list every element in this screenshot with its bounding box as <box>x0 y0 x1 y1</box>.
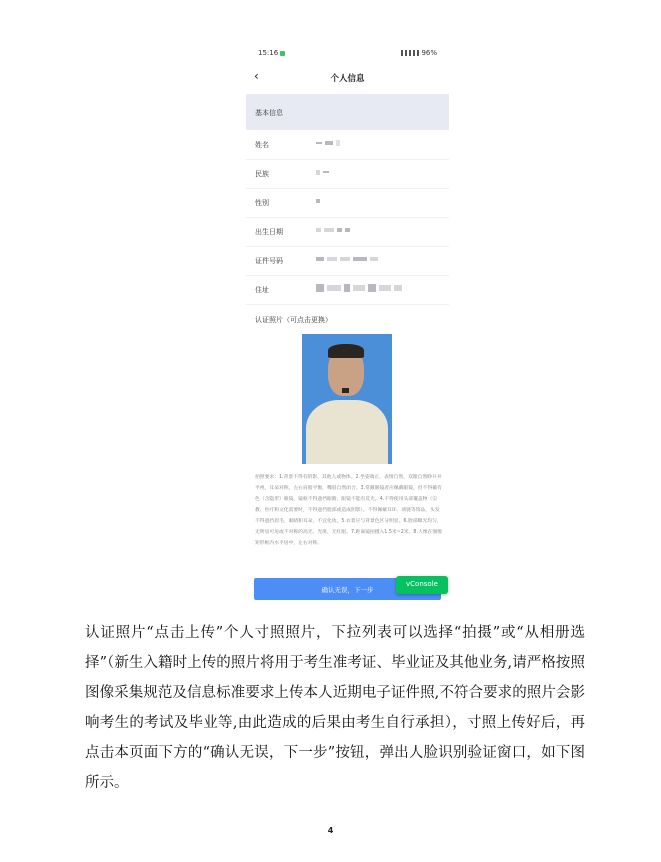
battery-level: 96% <box>421 49 437 57</box>
photo-requirements: 拍照要求：1.背景不得有阴影、其他人或物体。2.坐姿端正，表情自然，双眼自然睁开并平视，耳朵对称，左右肩膀平衡，嘴唇自然闭合。3.常戴眼镜者应佩戴眼镜，但不得戴有色（含隐形）眼镜，镜框不得遮挡眼睛，眼镜不能有反光。4.不得使用头部覆盖物（宗教、医疗和文化需要时，不得遮挡脸部或造成阴影）。不得佩戴耳环、项链等饰品，头发不得遮挡眉毛、眼睛和耳朵，不宜化妆。5.衣着应与背景色区分明显。6.脸部曝光均匀，无明显可见或不对称的高光、光斑，无红眼。7.距离镜拍摄入1.5米~2米。8.人像在图像矩形框内水平居中，左右对称。 <box>255 475 442 546</box>
redacted-value <box>316 255 378 263</box>
id-photo[interactable] <box>302 334 392 464</box>
redacted-value <box>316 197 320 205</box>
redacted-value <box>316 139 340 147</box>
field-label: 民族 <box>255 170 269 178</box>
phone-screenshot <box>246 42 449 608</box>
field-label: 证件号码 <box>255 257 283 265</box>
page-number: 4 <box>327 826 334 835</box>
vconsole-label: vConsole <box>406 580 438 588</box>
redacted-value <box>316 168 329 176</box>
redacted-value <box>316 226 350 234</box>
field-label: 出生日期 <box>255 228 283 236</box>
confirm-next-label: 确认无误，下一步 <box>321 586 374 594</box>
field-row-name <box>246 130 449 160</box>
notification-icon <box>280 51 285 56</box>
field-label: 住址 <box>255 286 269 294</box>
field-row-gender <box>246 188 449 218</box>
field-row-id-number <box>246 246 449 276</box>
field-row-birthdate <box>246 217 449 247</box>
section-header <box>246 94 449 130</box>
signal-icon <box>401 50 419 56</box>
vconsole-button[interactable] <box>396 576 448 594</box>
photo-label: 认证照片（可点击更换） <box>255 316 332 324</box>
section-title: 基本信息 <box>255 109 283 117</box>
back-arrow-icon[interactable]: ‹ <box>254 69 259 83</box>
redacted-value <box>316 284 402 292</box>
field-row-address <box>246 275 449 305</box>
status-time: 15:16 <box>258 49 279 57</box>
status-bar <box>246 42 449 62</box>
field-label: 性别 <box>255 199 269 207</box>
page-title: 个人信息 <box>330 74 365 84</box>
field-label: 姓名 <box>255 141 269 149</box>
nav-bar <box>246 64 449 90</box>
instruction-paragraph: 认证照片“点击上传”个人寸照照片，下拉列表可以选择“拍摄”或“从相册选择”（新生入籍时上传的照片将用于考生准考证、毕业证及其他业务,请严格按照图像采集规范及信息标准要求上传本人近期电子证件照,不符合要求的照片会影响考生的考试及毕业等,由此造成的后果由考生自行承担），寸照上传好后，再点击本页面下方的“确认无误，下一步”按钮，弹出人脸识别验证窗口，如下图所示。 <box>85 625 585 791</box>
field-row-ethnicity <box>246 159 449 189</box>
